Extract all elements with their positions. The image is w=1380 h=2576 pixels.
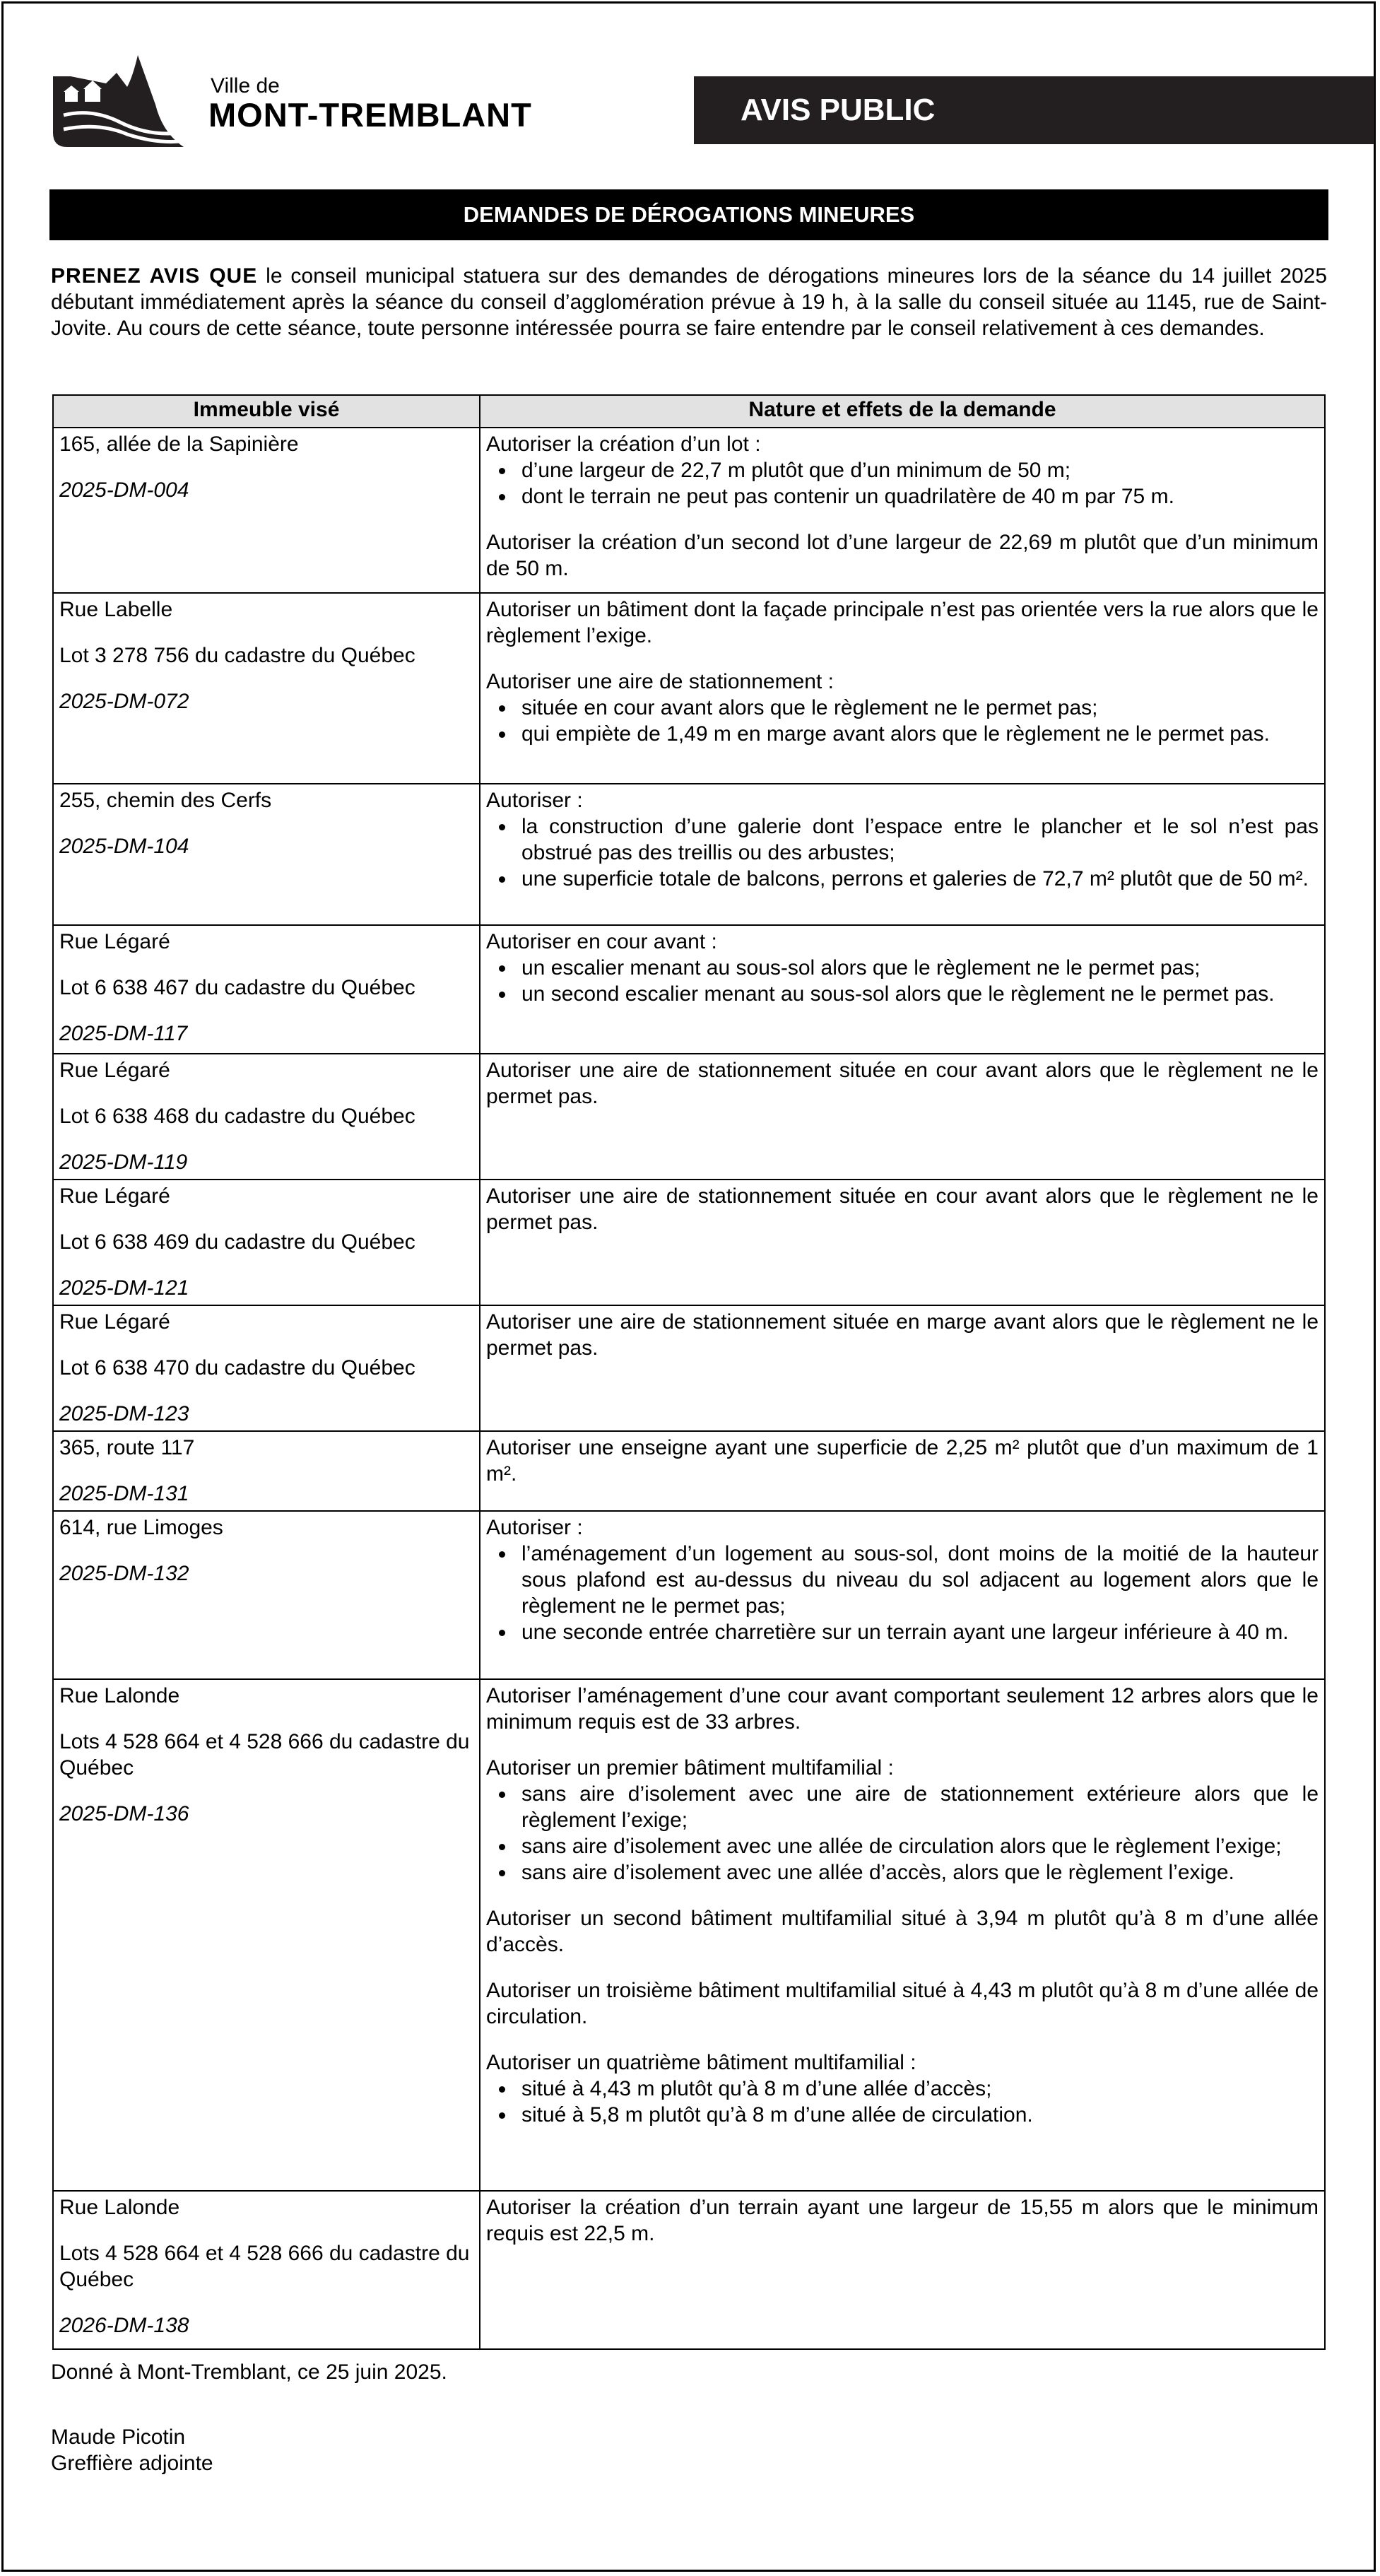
dossier-code: 2025-DM-119 (59, 1151, 188, 1174)
table-row (53, 2191, 1325, 2349)
nature-cell (480, 428, 1325, 593)
immeuble-line: Lots 4 528 664 et 4 528 666 du cadastre du Québec (59, 1730, 470, 1780)
nature-paragraph: Autoriser un premier bâtiment multifamilial : (486, 1756, 894, 1780)
column-header-immeuble: Immeuble visé (53, 395, 480, 428)
table-row (53, 1054, 1325, 1180)
table-row (53, 1511, 1325, 1679)
nature-paragraph: Autoriser une aire de stationnement située en marge avant alors que le règlement ne le permet pas. (486, 1310, 1319, 1360)
dossier-code: 2025-DM-072 (59, 690, 189, 713)
logo-text-big: MONT-TREMBLANT (208, 96, 532, 134)
immeuble-cell (53, 1054, 480, 1180)
immeuble-cell (53, 428, 480, 593)
immeuble-line: 165, allée de la Sapinière (59, 433, 299, 456)
list-item: • sans aire d’isolement avec une allée d’accès, alors que le règlement l’exige. (516, 1859, 1319, 1886)
nature-paragraph: Autoriser la création d’un second lot d’une largeur de 22,69 m plutôt que d’un minimum de 50 m. (486, 531, 1319, 580)
table-row (53, 593, 1325, 784)
given-date: Donné à Mont-Tremblant, ce 25 juin 2025. (51, 2360, 447, 2384)
nature-paragraph: Autoriser la création d’un lot : (486, 433, 761, 456)
nature-cell (480, 1431, 1325, 1511)
nature-list (486, 2076, 1319, 2128)
immeuble-line: Lot 6 638 468 du cadastre du Québec (59, 1105, 415, 1128)
immeuble-line: Rue Légaré (59, 930, 170, 953)
nature-cell (480, 1679, 1325, 2191)
immeuble-line: Rue Lalonde (59, 1684, 180, 1707)
nature-paragraph: Autoriser un bâtiment dont la façade principale n’est pas orientée vers la rue alors que le règlement l’exige. (486, 598, 1319, 647)
avis-public-label: AVIS PUBLIC (741, 93, 936, 127)
nature-cell (480, 925, 1325, 1054)
nature-cell (480, 2191, 1325, 2349)
nature-paragraph: Autoriser un second bâtiment multifamilial situé à 3,94 m plutôt qu’à 8 m d’une allée d’accès. (486, 1907, 1319, 1956)
nature-list (486, 695, 1319, 747)
table-row (53, 1305, 1325, 1431)
immeuble-cell (53, 1679, 480, 2191)
table-row (53, 428, 1325, 593)
dossier-code: 2025-DM-136 (59, 1802, 189, 1825)
immeuble-cell (53, 1180, 480, 1305)
immeuble-cell (53, 925, 480, 1054)
dossier-code: 2025-DM-123 (59, 1402, 189, 1425)
list-item: • sans aire d’isolement avec une allée de circulation alors que le règlement l’exige; (516, 1833, 1319, 1859)
nature-list (486, 457, 1319, 510)
nature-cell (480, 1180, 1325, 1305)
nature-list (486, 813, 1319, 892)
list-item: • situé à 4,43 m plutôt qu’à 8 m d’une allée d’accès; (516, 2076, 1319, 2102)
immeuble-cell (53, 2191, 480, 2349)
immeuble-cell (53, 1431, 480, 1511)
nature-paragraph: Autoriser l’aménagement d’une cour avant comportant seulement 12 arbres alors que le minimum requis est de 33 arbres. (486, 1684, 1319, 1734)
immeuble-cell (53, 1511, 480, 1679)
immeuble-cell (53, 784, 480, 925)
list-item: • situé à 5,8 m plutôt qu’à 8 m d’une allée de circulation. (516, 2102, 1319, 2128)
list-item: • la construction d’une galerie dont l’espace entre le plancher et le sol n’est pas obstrué pas des treillis ou des arbustes; (516, 813, 1319, 866)
dossier-code: 2025-DM-004 (59, 478, 189, 502)
immeuble-line: Lot 6 638 469 du cadastre du Québec (59, 1230, 415, 1254)
intro-text: le conseil municipal statuera sur des demandes de dérogations mineures lors de la séance du 14 juillet 2025 débutant immédiatement après la séance du conseil d’agglomération prévue à 19 h, à la salle du conseil située au 1145, rue de Saint-Jovite. Au cours de cette séance, toute personne intéressée pourra se faire entendre par le conseil relativement à ces demandes. (51, 264, 1328, 340)
nature-list (486, 1541, 1319, 1645)
nature-paragraph: Autoriser en cour avant : (486, 930, 717, 953)
table-row (53, 784, 1325, 925)
immeuble-line: Lot 6 638 470 du cadastre du Québec (59, 1356, 415, 1380)
nature-paragraph: Autoriser un quatrième bâtiment multifamilial : (486, 2051, 916, 2074)
requests-table (52, 394, 1326, 2350)
column-header-nature: Nature et effets de la demande (480, 395, 1325, 428)
table-row (53, 925, 1325, 1054)
immeuble-line: Rue Légaré (59, 1184, 170, 1208)
immeuble-line: Rue Légaré (59, 1310, 170, 1334)
nature-paragraph: Autoriser : (486, 1516, 583, 1539)
immeuble-line: 614, rue Limoges (59, 1516, 223, 1539)
immeuble-line: Rue Labelle (59, 598, 173, 621)
nature-cell (480, 1054, 1325, 1180)
list-item: • une superficie totale de balcons, perrons et galeries de 72,7 m² plutôt que de 50 m². (516, 866, 1319, 892)
list-item: • qui empiète de 1,49 m en marge avant alors que le règlement ne le permet pas. (516, 721, 1319, 747)
immeuble-line: Lot 3 278 756 du cadastre du Québec (59, 644, 415, 667)
table-row (53, 1431, 1325, 1511)
nature-paragraph: Autoriser une aire de stationnement : (486, 670, 834, 693)
nature-paragraph: Autoriser une enseigne ayant une superficie de 2,25 m² plutôt que d’un maximum de 1 m². (486, 1436, 1319, 1486)
list-item: • un second escalier menant au sous-sol alors que le règlement ne le permet pas. (516, 981, 1319, 1007)
immeuble-line: Lots 4 528 664 et 4 528 666 du cadastre du Québec (59, 2242, 470, 2291)
immeuble-line: 365, route 117 (59, 1436, 195, 1459)
list-item: • d’une largeur de 22,7 m plutôt que d’un minimum de 50 m; (516, 457, 1319, 483)
list-item: • sans aire d’isolement avec une aire de stationnement extérieure alors que le règlement l’exige; (516, 1781, 1319, 1833)
intro-paragraph (51, 263, 1327, 341)
nature-cell (480, 784, 1325, 925)
page-title: DEMANDES DE DÉROGATIONS MINEURES (49, 189, 1328, 240)
signatory-role: Greffière adjointe (51, 2452, 213, 2475)
nature-paragraph: Autoriser la création d’un terrain ayant une largeur de 15,55 m alors que le minimum requis est 22,5 m. (486, 2196, 1319, 2245)
list-item: • située en cour avant alors que le règlement ne le permet pas; (516, 695, 1319, 721)
nature-cell (480, 1305, 1325, 1431)
immeuble-cell (53, 593, 480, 784)
dossier-code: 2025-DM-104 (59, 835, 189, 858)
immeuble-line: Rue Lalonde (59, 2196, 180, 2219)
immeuble-line: Lot 6 638 467 du cadastre du Québec (59, 976, 415, 999)
signatory-name: Maude Picotin (51, 2425, 186, 2449)
nature-cell (480, 593, 1325, 784)
list-item: • un escalier menant au sous-sol alors que le règlement ne le permet pas; (516, 955, 1319, 981)
list-item: • dont le terrain ne peut pas contenir un quadrilatère de 40 m par 75 m. (516, 483, 1319, 510)
nature-cell (480, 1511, 1325, 1679)
logo-text-small: Ville de (211, 74, 280, 98)
immeuble-cell (53, 1305, 480, 1431)
immeuble-line: 255, chemin des Cerfs (59, 789, 272, 812)
intro-lead: PRENEZ AVIS QUE (51, 264, 258, 288)
nature-paragraph: Autoriser un troisième bâtiment multifamilial situé à 4,43 m plutôt qu’à 8 m d’une allée de circulation. (486, 1979, 1319, 2028)
avis-public-banner (694, 76, 1374, 144)
dossier-code: 2025-DM-121 (59, 1276, 189, 1300)
dossier-code: 2025-DM-117 (59, 1022, 188, 1045)
dossier-code: 2026-DM-138 (59, 2314, 189, 2337)
list-item: • une seconde entrée charretière sur un terrain ayant une largeur inférieure à 40 m. (516, 1619, 1319, 1645)
table-header-row (53, 395, 1325, 428)
nature-paragraph: Autoriser une aire de stationnement située en cour avant alors que le règlement ne le permet pas. (486, 1184, 1319, 1234)
nature-paragraph: Autoriser : (486, 789, 583, 812)
city-logo-icon (49, 48, 191, 154)
nature-list (486, 1781, 1319, 1886)
dossier-code: 2025-DM-131 (59, 1482, 189, 1505)
dossier-code: 2025-DM-132 (59, 1562, 189, 1585)
list-item: • l’aménagement d’un logement au sous-sol, dont moins de la moitié de la hauteur sous plafond est au-dessus du niveau du sol adjacent au logement alors que le règlement ne le permet pas; (516, 1541, 1319, 1619)
table-row (53, 1679, 1325, 2191)
nature-list (486, 955, 1319, 1007)
table-row (53, 1180, 1325, 1305)
nature-paragraph: Autoriser une aire de stationnement située en cour avant alors que le règlement ne le permet pas. (486, 1059, 1319, 1108)
immeuble-line: Rue Légaré (59, 1059, 170, 1082)
